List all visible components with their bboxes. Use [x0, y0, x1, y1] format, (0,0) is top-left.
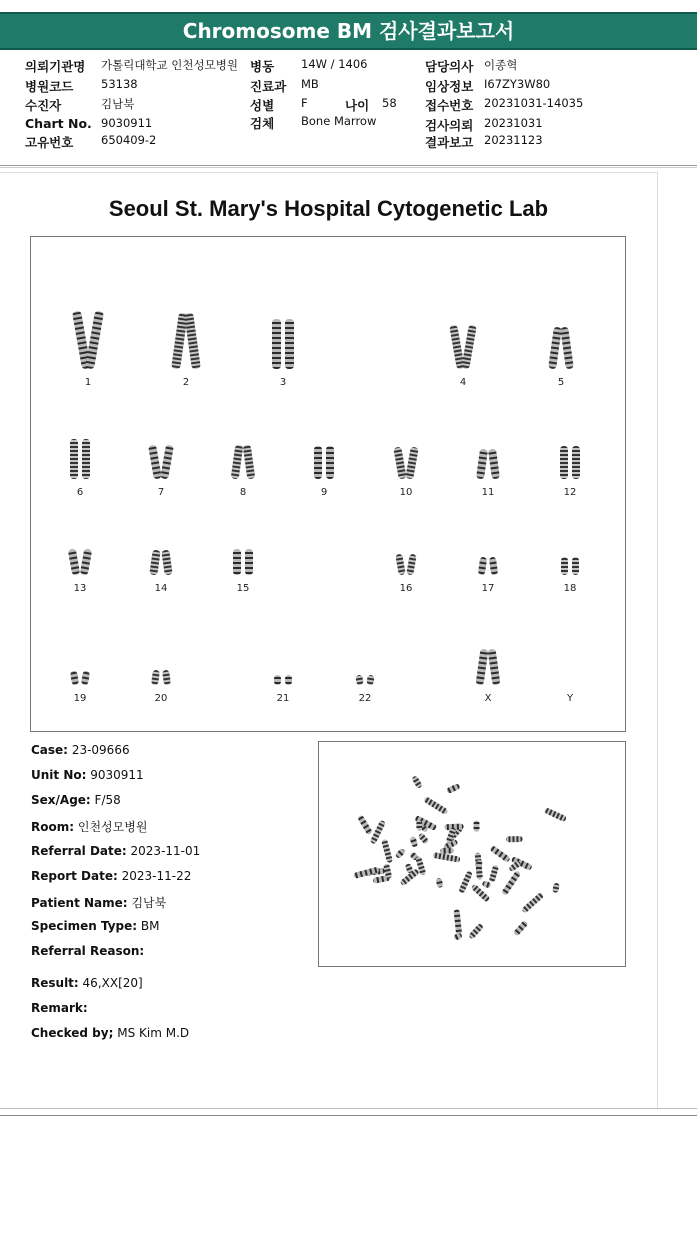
- chromosome: [406, 554, 417, 576]
- info-value-department: MB: [301, 77, 319, 91]
- chromosome: [314, 446, 322, 479]
- sex-age-value: F/58: [94, 793, 121, 807]
- chromosome: [572, 557, 579, 575]
- divider: [0, 1115, 697, 1116]
- chromosome-label: 10: [399, 487, 413, 498]
- chromosome-label: 21: [276, 693, 290, 704]
- info-value-receipt-no: 20231031-14035: [484, 96, 584, 110]
- metaphase-chromosome: [423, 796, 448, 815]
- chromosome: [81, 670, 90, 685]
- chromosome-label: 1: [84, 377, 92, 388]
- chromosome-label: 15: [236, 583, 250, 594]
- info-label-clinical-info: 임상정보: [425, 79, 474, 94]
- chromosome: [478, 557, 487, 576]
- info-value-sex: F: [301, 96, 308, 110]
- metaphase-chromosome: [409, 836, 418, 848]
- unit-value: 9030911: [90, 768, 144, 782]
- chromosome-label: 9: [320, 487, 328, 498]
- metaphase-panel: [318, 741, 626, 967]
- report-title: Seoul St. Mary's Hospital Cytogenetic Lab: [108, 196, 549, 221]
- chromosome-label: 11: [481, 487, 495, 498]
- info-label-age: 나이: [345, 98, 370, 113]
- chromosome: [476, 449, 488, 480]
- info-value-ward: 14W / 1406: [301, 57, 368, 71]
- referral-reason-row: Referral Reason:: [31, 944, 145, 958]
- info-label-unique-id: 고유번호: [25, 135, 74, 150]
- metaphase-chromosome: [454, 909, 463, 935]
- checked-by-row: Checked by; MS Kim M.D: [31, 1026, 190, 1040]
- chromosome: [243, 445, 256, 480]
- info-label-ward: 병동: [250, 59, 275, 74]
- report-date-row: Report Date: 2023-11-22: [31, 869, 192, 883]
- info-label-doctor: 담당의사: [425, 59, 474, 74]
- result-row: Result: 46,XX[20]: [31, 976, 143, 990]
- chromosome-label: 6: [76, 487, 84, 498]
- info-value-chart-no: 9030911: [101, 116, 153, 130]
- info-value-patient: 김남북: [101, 97, 135, 111]
- chromosome-label: Y: [566, 693, 574, 704]
- chromosome-label: 3: [279, 377, 287, 388]
- chromosome: [233, 549, 241, 575]
- chromosome-label: 13: [73, 583, 87, 594]
- chromosome-label: 2: [182, 377, 190, 388]
- metaphase-chromosome: [489, 865, 499, 883]
- chromosome-label: 19: [73, 693, 87, 704]
- room-row: Room: 인천성모병원: [31, 820, 148, 834]
- chromosome: [285, 319, 294, 369]
- chromosome: [476, 649, 489, 686]
- metaphase-chromosome: [513, 920, 529, 937]
- info-label-receipt-no: 접수번호: [425, 98, 474, 113]
- chromosome: [461, 325, 477, 370]
- karyotype-image: [31, 237, 625, 731]
- divider: [0, 165, 697, 166]
- metaphase-chromosome: [357, 815, 373, 836]
- chromosome: [82, 439, 90, 479]
- metaphase-chromosome: [521, 892, 544, 914]
- metaphase-chromosome: [453, 932, 463, 941]
- result-value: 46,XX[20]: [82, 976, 143, 990]
- metaphase-chromosome: [416, 820, 422, 830]
- chromosome-label: 17: [481, 583, 495, 594]
- info-value-result-date: 20231123: [484, 133, 543, 147]
- divider: [0, 1108, 697, 1109]
- metaphase-chromosome: [458, 870, 473, 893]
- patient-name-row: Patient Name: 김남북: [31, 896, 167, 910]
- chromosome: [285, 675, 292, 685]
- karyotype-panel: [30, 236, 626, 732]
- patient-name-value: 김남북: [131, 896, 167, 910]
- info-label-institution: 의뢰기관명: [25, 59, 86, 74]
- metaphase-chromosome: [446, 783, 461, 794]
- chromosome-label: 22: [358, 693, 372, 704]
- chromosome-label: 16: [399, 583, 413, 594]
- metaphase-chromosome: [501, 870, 521, 896]
- patient-info-panel: [0, 52, 697, 164]
- chromosome: [489, 557, 498, 576]
- chromosome: [572, 446, 580, 479]
- metaphase-chromosome: [489, 845, 510, 863]
- info-label-result-date: 결과보고: [425, 135, 474, 150]
- metaphase-chromosome: [482, 880, 492, 888]
- metaphase-chromosome: [552, 883, 560, 894]
- metaphase-chromosome: [395, 848, 406, 860]
- chromosome: [560, 446, 568, 479]
- chromosome: [80, 549, 92, 576]
- chromosome: [184, 313, 201, 370]
- info-value-specimen: Bone Marrow: [301, 114, 377, 128]
- chromosome: [488, 449, 500, 480]
- metaphase-chromosome: [544, 807, 567, 822]
- metaphase-chromosome: [418, 832, 430, 844]
- chromosome: [395, 554, 406, 576]
- metaphase-chromosome: [468, 923, 484, 940]
- chromosome: [326, 446, 334, 479]
- unit-row: Unit No: 9030911: [31, 768, 144, 782]
- chromosome: [245, 549, 253, 575]
- chromosome: [160, 445, 174, 480]
- chromosome: [231, 445, 244, 480]
- chromosome: [274, 675, 281, 685]
- chromosome-label: 14: [154, 583, 168, 594]
- referral-date-value: 2023-11-01: [130, 844, 201, 858]
- chromosome: [272, 319, 281, 369]
- divider: [0, 167, 697, 168]
- metaphase-chromosome: [353, 866, 379, 878]
- info-value-unique-id: 650409-2: [101, 133, 157, 147]
- info-label-specimen: 검체: [250, 116, 275, 131]
- info-value-request-date: 20231031: [484, 116, 543, 130]
- chromosome: [161, 550, 172, 576]
- chromosome: [393, 447, 406, 480]
- chromosome-label: 5: [557, 377, 565, 388]
- chromosome: [151, 670, 160, 686]
- room-value: 인천성모병원: [77, 820, 148, 834]
- metaphase-image: [319, 742, 625, 966]
- info-value-clinical-info: I67ZY3W80: [484, 77, 551, 91]
- chromosome: [85, 311, 104, 370]
- chromosome: [561, 557, 568, 575]
- metaphase-chromosome: [381, 839, 393, 863]
- specimen-type-row: Specimen Type: BM: [31, 919, 160, 933]
- metaphase-chromosome: [506, 836, 523, 842]
- chromosome: [162, 670, 171, 686]
- chromosome: [355, 674, 364, 685]
- chromosome-label: 18: [563, 583, 577, 594]
- checked-by-value: MS Kim M.D: [117, 1026, 190, 1040]
- chromosome: [548, 327, 562, 370]
- remark-row: Remark:: [31, 1001, 88, 1015]
- chromosome-label: 4: [459, 377, 467, 388]
- referral-date-row: Referral Date: 2023-11-01: [31, 844, 201, 858]
- metaphase-chromosome: [476, 860, 483, 870]
- info-label-patient: 수진자: [25, 98, 62, 113]
- chromosome: [560, 327, 574, 370]
- chromosome-label: 8: [239, 487, 247, 498]
- info-label-request-date: 검사의뢰: [425, 118, 474, 133]
- chromosome: [70, 439, 78, 479]
- info-value-hospital-code: 53138: [101, 77, 138, 91]
- chromosome: [405, 447, 418, 480]
- metaphase-chromosome: [411, 775, 423, 789]
- info-label-sex: 성별: [250, 98, 275, 113]
- chromosome: [68, 549, 80, 576]
- metaphase-chromosome: [474, 821, 480, 832]
- chromosome: [70, 670, 79, 685]
- info-value-institution: 가톨릭대학교 인천성모병원: [101, 58, 238, 72]
- case-value: 23-09666: [71, 743, 130, 757]
- info-label-chart-no: Chart No.: [25, 116, 92, 131]
- metaphase-chromosome: [436, 877, 444, 888]
- case-row: Case: 23-09666: [31, 743, 130, 757]
- chromosome: [488, 649, 501, 686]
- chromosome-label: X: [484, 693, 492, 704]
- metaphase-chromosome: [440, 847, 454, 853]
- sex-age-row: Sex/Age: F/58: [31, 793, 121, 807]
- chromosome: [148, 445, 162, 480]
- info-value-age: 58: [382, 96, 397, 110]
- chromosome-label: 20: [154, 693, 168, 704]
- chromosome-label: 7: [157, 487, 165, 498]
- chromosome: [366, 674, 375, 685]
- specimen-type-value: BM: [140, 919, 160, 933]
- report-date-value: 2023-11-22: [121, 869, 192, 883]
- chromosome: [149, 550, 160, 576]
- info-label-hospital-code: 병원코드: [25, 79, 74, 94]
- info-value-doctor: 이종혁: [484, 58, 518, 72]
- report-header-title: Chromosome BM 검사결과보고서: [0, 12, 697, 50]
- info-label-department: 진료과: [250, 79, 287, 94]
- chromosome-label: 12: [563, 487, 577, 498]
